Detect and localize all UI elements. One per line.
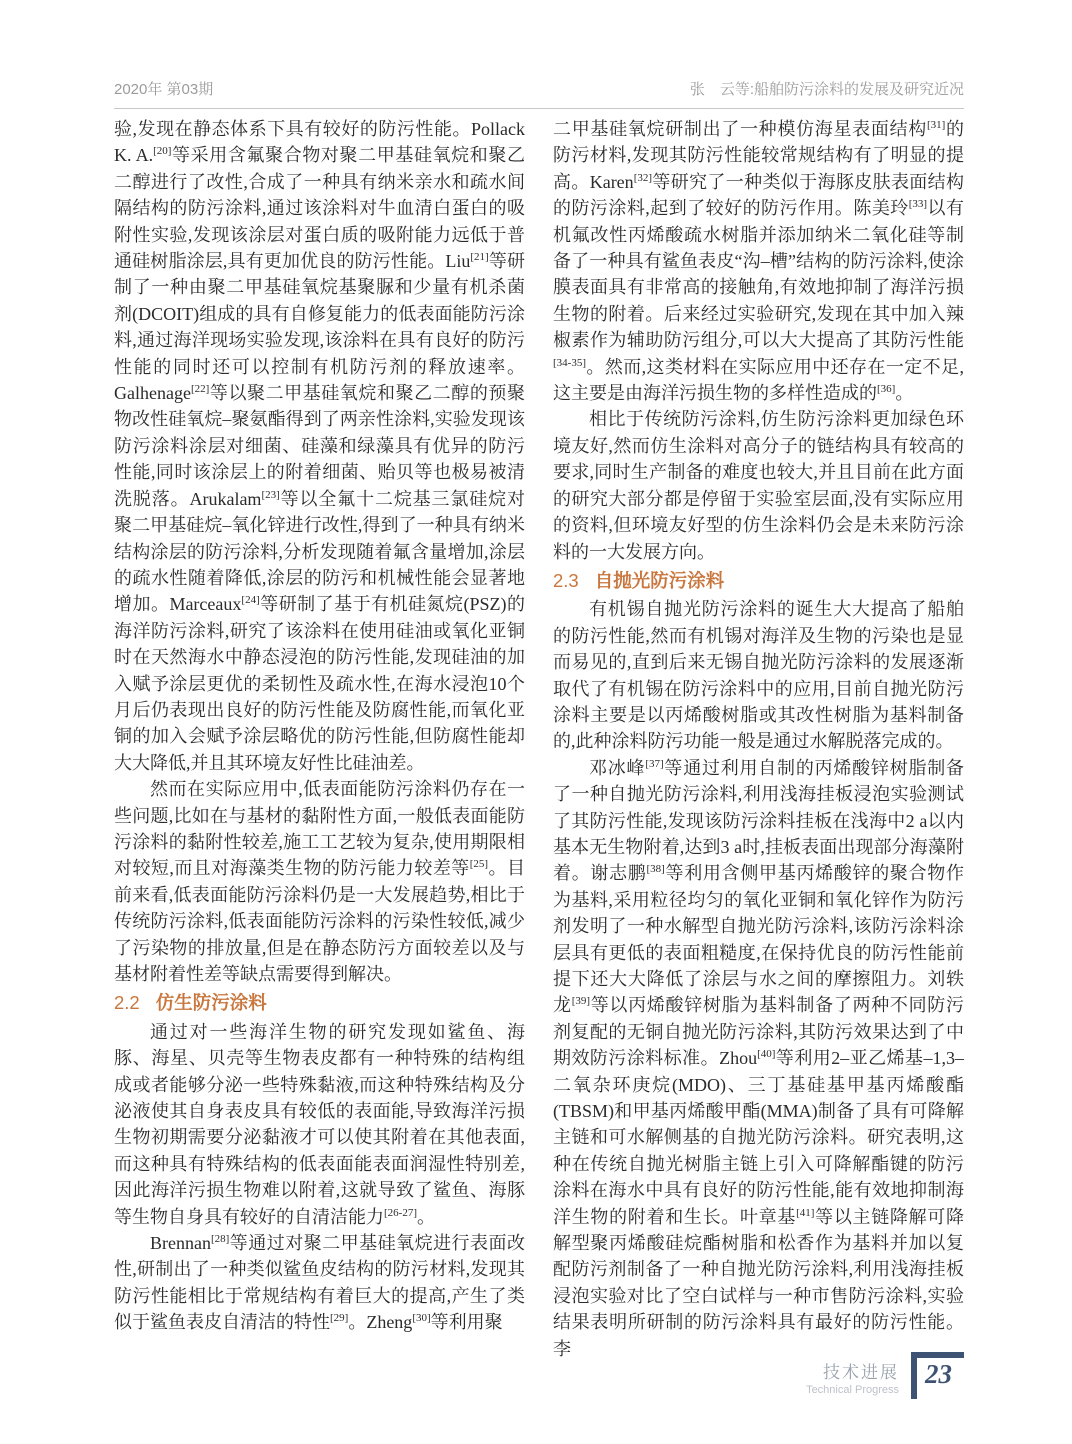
left-column: [114, 116, 525, 1362]
footer-section-cn: 技术进展: [823, 1363, 899, 1382]
section-title: 仿生防污涂料: [155, 992, 267, 1014]
paragraph: 相比于传统防污涂料,仿生防污涂料更加绿色环境友好,然而仿生涂料对高分子的链结构具有较高的要求,同时生产制备的难度也较大,并且目前在此方面的研究大部分都是停留于实验室层面,没有实际应用的资料,但环境友好型的仿生涂料仍会是未来防污涂料的一大发展方向。: [553, 409, 964, 562]
reference-marker: [31]: [926, 119, 946, 131]
section-number: 2.3: [553, 569, 579, 591]
text-columns: [114, 116, 964, 1362]
page-number-badge: 23: [911, 1352, 964, 1399]
reference-marker: [32]: [633, 171, 653, 184]
reference-marker: [41]: [796, 1206, 815, 1219]
paragraph: 然而在实际应用中,低表面能防污涂料仍存在一些问题,比如在与基材的黏附性方面,一般低表面能防污涂料的黏附性较差,施工工艺较为复杂,使用期限相对较短,而且对海藻类生物的防污能力较差等[25]。目前来看,低表面能防污涂料仍是一大发展趋势,相比于传统防污涂料,低表面能防污涂料的污染性较低,减少了污染物的排放量,但是在静态防污方面较差以及与基材附着性差等缺点需要得到解决。: [114, 779, 526, 984]
section-heading: [553, 565, 964, 596]
reference-marker: [23]: [261, 488, 280, 501]
page-header: [114, 78, 964, 109]
paragraph: Brennan[28]等通过对聚二甲基硅氧烷进行表面改性,研制出了一种类似鲨鱼皮结构的防污材料,发现其防污性能相比于常规结构有着巨大的提高,产生了类似于鲨鱼表皮自清洁的特性[29]。Zheng[30]等利用聚: [114, 1233, 525, 1333]
reference-marker: [39]: [571, 995, 591, 1008]
reference-marker: [38]: [646, 863, 665, 876]
section-number: 2.2: [114, 992, 140, 1014]
footer-section-en: Technical Progress: [806, 1384, 899, 1396]
reference-marker: [24]: [241, 594, 260, 607]
paragraph: 通过对一些海洋生物的研究发现如鲨鱼、海豚、海星、贝壳等生物表皮都有一种特殊的结构组成或者能够分泌一些特殊黏液,而这种特殊结构及分泌液使其自身表皮具有较低的表面能,导致海洋污损生物初期需要分泌黏液才可以使其附着在其他表面,而这种具有特殊结构的低表面能表面润湿性特别差,因此海洋污损生物难以附着,这就导致了鲨鱼、海豚等生物自身具有较好的自清洁能力[26-27]。: [114, 1021, 525, 1227]
reference-marker: [30]: [412, 1312, 431, 1325]
paragraph: 验,发现在静态体系下具有较好的防污性能。Pollack K. A.[20]等采用含氟聚合物对聚二甲基硅氧烷和聚乙二醇进行了改性,合成了一种具有纳米亲水和疏水间隔结构的防污涂料,通过该涂料对牛血清白蛋白的吸附性实验,发现该涂层对蛋白质的吸附能力远低于普通硅树脂涂层,具有更加优良的防污性能。Liu[21]等研制了一种由聚二甲基硅氧烷基聚脲和少量有机杀菌剂(DCOIT)组成的具有自修复能力的低表面能防污涂料,通过海洋现场实验发现,该涂料在具有良好的防污性能的同时还可以控制有机防污剂的释放速率。Galhenage[22]等以聚二甲基硅氧烷和聚乙二醇的预聚物改性硅氧烷–聚氨酯得到了两亲性涂料,实验发现该防污涂料涂层对细菌、硅藻和绿藻具有优异的防污性能,同时该涂层上的附着细菌、贻贝等也极易被清洗脱落。Arukalam[23]等以全氟十二烷基三氯硅烷对聚二甲基硅烷–氧化锌进行改性,得到了一种具有纳米结构涂层的防污涂料,分析发现随着氟含量增加,涂层的疏水性随着降低,涂层的防污和机械性能会显著地增加。Marceaux[24]等研制了基于有机硅氮烷(PSZ)的海洋防污涂料,研究了该涂料在使用硅油或氧化亚铜时在天然海水中静态浸泡的防污性能,发现硅油的加入赋予涂层更优的柔韧性及疏水性,在海水浸泡10个月后仍表现出良好的防污性能及防腐性能,而氧化亚铜的加入会赋予涂层略优的防污性能,但防腐性能却大大降低,并且其环境友好性比硅油差。: [114, 119, 526, 773]
reference-marker: [28]: [210, 1233, 230, 1246]
reference-marker: [33]: [908, 198, 928, 211]
header-issue: 2020年 第03期: [114, 81, 214, 98]
paragraph: 二甲基硅氧烷研制出了一种模仿海星表面结构[31]的防污材料,发现其防污性能较常规结构有了明显的提高。Karen[32]等研究了一种类似于海豚皮肤表面结构的防污涂料,起到了较好的防污作用。陈美玲[33]以有机氟改性丙烯酸疏水树脂并添加纳米二氧化硅等制备了一种具有鲨鱼表皮“沟–槽”结构的防污涂料,使涂膜表面具有非常高的接触角,有效地抑制了海洋污损生物的附着。后来经过实验研究,发现在其中加入辣椒素作为辅助防污组分,可以大大提高了其防污性能[34-35]。然而,这类材料在实际应用中还存在一定不足,这主要是由海洋污损生物的多样性造成的[36]。: [553, 119, 965, 404]
reference-marker: [36]: [877, 383, 896, 396]
paragraph: 有机锡自抛光防污涂料的诞生大大提高了船舶的防污性能,然而有机锡对海洋及生物的污染也是显而易见的,直到后来无锡自抛光防污涂料的发展逐渐取代了有机锡在防污涂料中的应用,目前自抛光防污涂料主要是以丙烯酸树脂或其改性树脂为基料制备的,此种涂料防污功能一般是通过水解脱落完成的。: [553, 599, 964, 752]
reference-marker: [20]: [153, 145, 172, 158]
footer-section-labels: [806, 1352, 899, 1396]
reference-marker: [34-35]: [553, 356, 586, 369]
reference-marker: [40]: [757, 1048, 776, 1061]
header-running-title: 张 云等:船舶防污涂料的发展及研究近况: [689, 81, 964, 98]
paragraph: 邓冰峰[37]等通过利用自制的丙烯酸锌树脂制备了一种自抛光防污涂料,利用浅海挂板浸泡实验测试了其防污性能,发现该防污涂料挂板在浅海中2 a以内基本无生物附着,达到3 a时,挂板表面出现部分海藻附着。谢志鹏[38]等利用含侧甲基丙烯酸锌的聚合物作为基料,采用粒径均匀的氧化亚铜和氧化锌作为防污剂发明了一种水解型自抛光防污涂料,该防污涂料涂层具有更低的表面粗糙度,在保持优良的防污性能前提下还大大降低了涂层与水之间的摩擦阻力。刘轶龙[39]等以丙烯酸锌树脂为基料制备了两种不同防污剂复配的无铜自抛光防污涂料,其防污效果达到了中期效防污涂料标准。Zhou[40]等利用2–亚乙烯基–1,3–二氧杂环庚烷(MDO)、三丁基硅基甲基丙烯酸酯(TBSM)和甲基丙烯酸甲酯(MMA)制备了具有可降解主链和可水解侧基的自抛光防污涂料。研究表明,这种在传统自抛光树脂主链上引入可降解酯键的防污涂料在海水中具有良好的防污性能,能有效地抑制海洋生物的附着和生长。叶章基[41]等以主链降解可降解型聚丙烯酸硅烷酯树脂和松香作为基料并加以复配防污剂制备了一种自抛光防污涂料,利用浅海挂板浸泡实验对比了空白试样与一种市售防污涂料,实验结果表明所研制的防污涂料具有最好的防污性能。李: [553, 757, 965, 1359]
reference-marker: [21]: [470, 251, 489, 264]
reference-marker: [26-27]: [384, 1206, 417, 1219]
section-heading: [114, 987, 525, 1018]
reference-marker: [22]: [190, 383, 210, 396]
right-column: [553, 116, 964, 1362]
page-footer: [806, 1352, 964, 1399]
section-title: 自抛光防污涂料: [594, 569, 725, 591]
reference-marker: [25]: [469, 858, 489, 871]
reference-marker: [29]: [330, 1312, 349, 1325]
reference-marker: [37]: [645, 757, 664, 770]
